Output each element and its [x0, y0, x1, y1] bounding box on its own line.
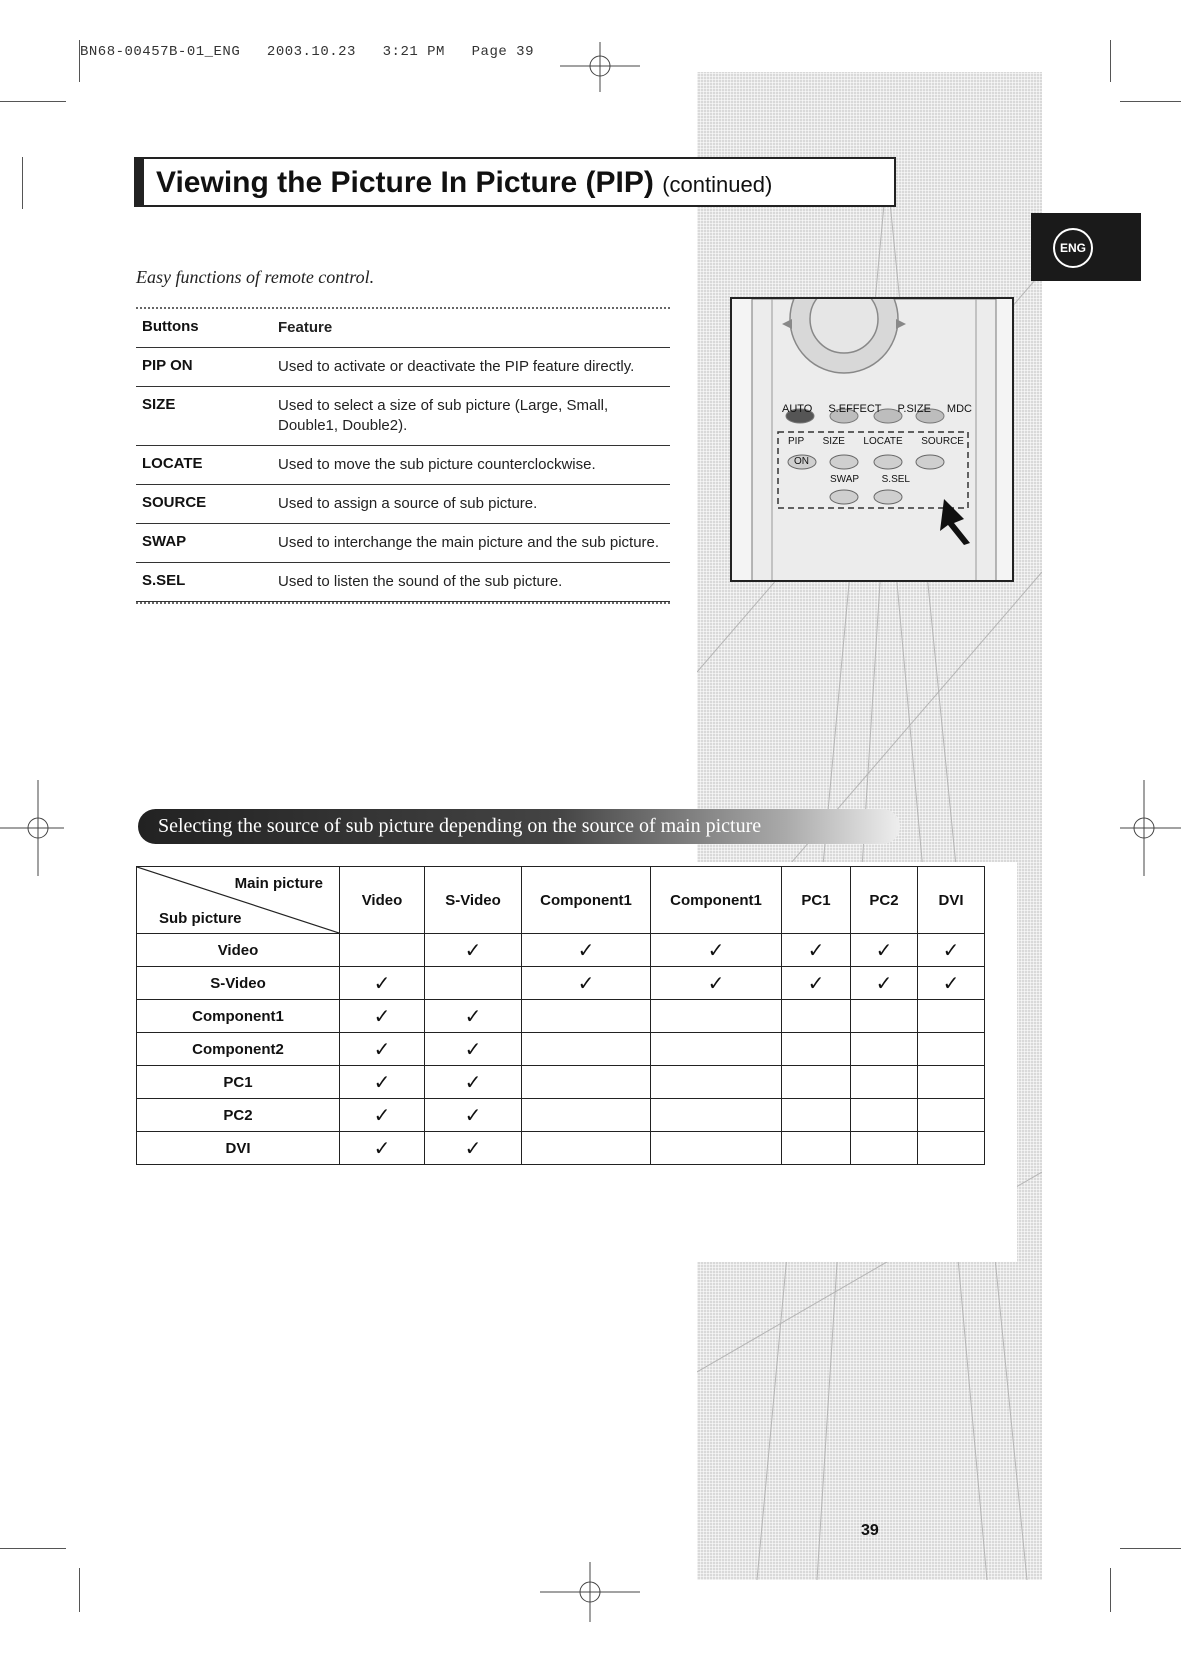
check-mark-icon: ✓ — [464, 1103, 482, 1127]
button-feature: Used to select a size of sub picture (Large, Small, Double1, Double2). — [278, 397, 609, 434]
compat-cell — [851, 1000, 918, 1033]
compat-cell — [918, 1132, 985, 1165]
remote-label-auto: AUTO — [782, 403, 813, 415]
print-header: BN68-00457B-01_ENG 2003.10.23 3:21 PM Page 39 — [80, 44, 534, 60]
check-mark-icon: ✓ — [577, 938, 595, 962]
column-header: PC2 — [851, 867, 918, 934]
button-feature: Used to activate or deactivate the PIP feature directly. — [278, 358, 635, 375]
check-mark-icon: ✓ — [373, 971, 391, 995]
check-mark-icon: ✓ — [373, 1037, 391, 1061]
check-mark-icon: ✓ — [464, 1136, 482, 1160]
row-label: Video — [137, 934, 340, 967]
column-header: Component1 — [522, 867, 651, 934]
compat-cell — [425, 1099, 522, 1132]
table-row — [136, 348, 670, 387]
table-row — [137, 1033, 985, 1066]
compat-cell — [425, 967, 522, 1000]
button-name: SIZE — [142, 396, 176, 413]
page-title — [156, 166, 772, 200]
button-feature: Used to interchange the main picture and the sub picture. — [278, 534, 660, 551]
compat-cell — [782, 934, 851, 967]
table-header-row — [137, 867, 985, 934]
remote-label-s-effect: S.EFFECT — [828, 403, 882, 415]
compat-cell — [425, 1066, 522, 1099]
table-row — [137, 1132, 985, 1165]
page-title-suffix: (continued) — [662, 172, 773, 197]
remote-label-swap: SWAP — [830, 474, 860, 485]
table-row — [136, 446, 670, 485]
language-badge — [1031, 213, 1141, 281]
compat-cell — [918, 1099, 985, 1132]
compat-cell — [425, 1000, 522, 1033]
table-row — [137, 1000, 985, 1033]
page-number: 39 — [861, 1522, 879, 1539]
compat-cell — [851, 967, 918, 1000]
check-mark-icon: ✓ — [373, 1136, 391, 1160]
button-name: S.SEL — [142, 572, 186, 589]
check-mark-icon: ✓ — [577, 971, 595, 995]
table-row — [136, 485, 670, 524]
check-mark-icon: ✓ — [464, 938, 482, 962]
registration-mark — [560, 42, 640, 92]
remote-control-illustration — [730, 297, 1014, 582]
feature-table-header — [136, 309, 670, 348]
compat-cell — [918, 1033, 985, 1066]
compat-cell — [340, 1132, 425, 1165]
check-mark-icon: ✓ — [373, 1004, 391, 1028]
compat-cell — [782, 1099, 851, 1132]
remote-label-size: SIZE — [822, 436, 845, 447]
row-label: Component1 — [137, 1000, 340, 1033]
corner-cell — [137, 867, 340, 934]
check-mark-icon: ✓ — [807, 938, 825, 962]
check-mark-icon: ✓ — [373, 1103, 391, 1127]
compat-cell — [522, 1099, 651, 1132]
table-row — [136, 524, 670, 563]
feature-table — [136, 307, 670, 604]
compat-cell — [918, 1066, 985, 1099]
compat-cell — [340, 1000, 425, 1033]
title-accent — [134, 157, 144, 207]
row-label: S-Video — [137, 967, 340, 1000]
language-badge-label: ENG — [1053, 228, 1093, 268]
compat-cell — [651, 1066, 782, 1099]
compat-cell — [340, 967, 425, 1000]
button-name: LOCATE — [142, 455, 203, 472]
table-row — [137, 934, 985, 967]
crop-mark — [1120, 101, 1181, 102]
check-mark-icon: ✓ — [807, 971, 825, 995]
compat-cell — [851, 934, 918, 967]
table-row — [136, 387, 670, 446]
remote-label-on: ON — [794, 456, 809, 467]
check-mark-icon: ✓ — [875, 938, 893, 962]
check-mark-icon: ✓ — [373, 1070, 391, 1094]
button-feature: Used to listen the sound of the sub picture. — [278, 573, 563, 590]
remote-label-mdc: MDC — [946, 403, 972, 415]
check-mark-icon: ✓ — [464, 1037, 482, 1061]
compat-cell — [340, 1099, 425, 1132]
check-mark-icon: ✓ — [707, 971, 725, 995]
compat-cell — [425, 1132, 522, 1165]
table-row — [137, 967, 985, 1000]
button-name: SOURCE — [142, 494, 207, 511]
column-header: S-Video — [425, 867, 522, 934]
table-row — [136, 563, 670, 602]
table-row — [137, 1099, 985, 1132]
section-banner — [138, 809, 900, 844]
compat-cell — [651, 1000, 782, 1033]
compat-cell — [782, 1033, 851, 1066]
source-table-body — [137, 934, 985, 1165]
column-header: Video — [340, 867, 425, 934]
compat-cell — [651, 934, 782, 967]
compat-cell — [851, 1099, 918, 1132]
remote-label-source: SOURCE — [921, 436, 964, 447]
compat-cell — [651, 967, 782, 1000]
compat-cell — [340, 934, 425, 967]
compat-cell — [522, 934, 651, 967]
button-feature: Used to move the sub picture counterclockwise. — [278, 456, 596, 473]
compat-cell — [522, 1066, 651, 1099]
remote-label-pip: PIP — [788, 436, 805, 447]
compat-cell — [522, 1033, 651, 1066]
button-feature: Used to assign a source of sub picture. — [278, 495, 538, 512]
compat-cell — [651, 1099, 782, 1132]
row-label: PC2 — [137, 1099, 340, 1132]
compat-cell — [782, 967, 851, 1000]
check-mark-icon: ✓ — [707, 938, 725, 962]
header-feature: Feature — [278, 319, 333, 336]
row-label: PC1 — [137, 1066, 340, 1099]
compat-cell — [782, 1066, 851, 1099]
crop-mark — [79, 1568, 80, 1612]
compat-cell — [651, 1132, 782, 1165]
compat-cell — [918, 967, 985, 1000]
compat-cell — [782, 1000, 851, 1033]
remote-label-p-size: P.SIZE — [897, 403, 931, 415]
remote-bottom-labels — [830, 474, 910, 485]
subheading: Easy functions of remote control. — [136, 267, 375, 287]
crop-mark — [0, 101, 66, 102]
page-title-main: Viewing the Picture In Picture (PIP) — [156, 166, 654, 199]
compat-cell — [340, 1033, 425, 1066]
remote-top-labels — [782, 403, 972, 415]
compat-cell — [522, 1132, 651, 1165]
crop-mark — [1110, 40, 1111, 82]
dotted-rule — [136, 602, 670, 604]
compat-cell — [522, 967, 651, 1000]
corner-sub-label: Sub picture — [159, 910, 242, 927]
compat-cell — [851, 1033, 918, 1066]
crop-mark — [22, 157, 23, 209]
check-mark-icon: ✓ — [942, 938, 960, 962]
row-label: Component2 — [137, 1033, 340, 1066]
corner-main-label: Main picture — [234, 875, 323, 892]
compat-cell — [425, 1033, 522, 1066]
table-row — [137, 1066, 985, 1099]
crop-mark — [1120, 1548, 1181, 1549]
registration-mark — [540, 1562, 640, 1622]
column-header: Component1 — [651, 867, 782, 934]
crop-mark — [0, 1548, 66, 1549]
check-mark-icon: ✓ — [942, 971, 960, 995]
check-mark-icon: ✓ — [464, 1070, 482, 1094]
compat-cell — [522, 1000, 651, 1033]
check-mark-icon: ✓ — [875, 971, 893, 995]
compat-cell — [851, 1066, 918, 1099]
remote-label-locate: LOCATE — [863, 436, 903, 447]
column-header: PC1 — [782, 867, 851, 934]
header-buttons: Buttons — [142, 318, 199, 335]
check-mark-icon: ✓ — [464, 1004, 482, 1028]
section-title: Selecting the source of sub picture depending on the source of main picture — [158, 815, 762, 837]
compat-cell — [918, 934, 985, 967]
row-label: DVI — [137, 1132, 340, 1165]
compat-cell — [851, 1132, 918, 1165]
compat-cell — [340, 1066, 425, 1099]
column-header: DVI — [918, 867, 985, 934]
remote-label-s-sel: S.SEL — [881, 474, 910, 485]
source-compatibility-table — [136, 866, 985, 1165]
remote-pip-labels — [788, 436, 964, 447]
compat-cell — [918, 1000, 985, 1033]
compat-cell — [425, 934, 522, 967]
registration-mark — [0, 780, 64, 876]
button-name: SWAP — [142, 533, 187, 550]
crop-mark — [1110, 1568, 1111, 1612]
compat-cell — [782, 1132, 851, 1165]
registration-mark — [1120, 780, 1181, 876]
button-name: PIP ON — [142, 357, 193, 374]
compat-cell — [651, 1033, 782, 1066]
